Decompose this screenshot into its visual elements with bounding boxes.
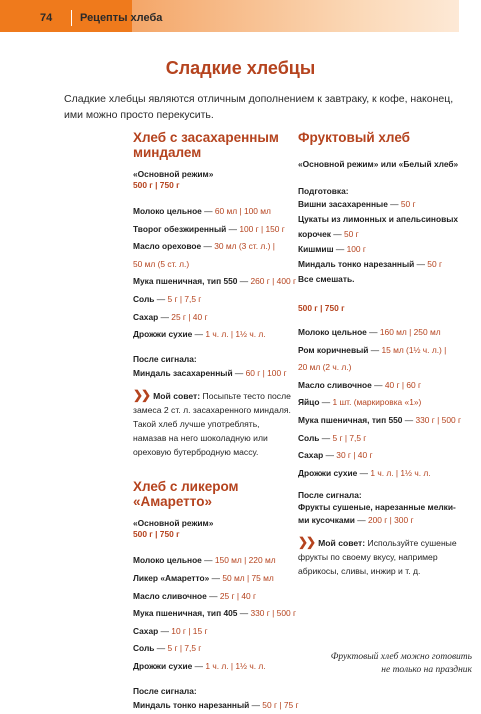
- ingredient-row: Яйцо — 1 шт. (маркировка «1»): [298, 394, 468, 412]
- left-column: [133, 130, 293, 714]
- right-column: [298, 130, 468, 578]
- section-title: Рецепты хлеба: [80, 12, 162, 24]
- ingredient-row: Соль — 5 г | 7,5 г: [133, 291, 293, 309]
- recipe-title: Хлеб с засахаренным миндалем: [133, 130, 293, 160]
- ingredient-row: Ликер «Амаретто» — 50 мл | 75 мл: [133, 570, 293, 588]
- ingredient-row: Масло ореховое — 30 мл (3 ст. л.) |: [133, 238, 293, 256]
- ingredient-row: Масло сливочное — 25 г | 40 г: [133, 588, 293, 606]
- recipe-fruit: [298, 130, 468, 578]
- tip-paragraph: ❯❯ Мой совет: Используйте сушеные фрукты по своему вкусу, например абрикосы, сливы, инжир и т. д.: [298, 535, 468, 578]
- prep-row: Миндаль тонко нарезанный — 50 г: [298, 257, 468, 272]
- photo-caption: Фруктовый хлеб можно готовить не только на праздник: [322, 651, 472, 677]
- ingredient-row: Масло сливочное — 40 г | 60 г: [298, 377, 468, 395]
- page-title: Сладкие хлебцы: [0, 58, 481, 79]
- recipe-title: Фруктовый хлеб: [298, 130, 468, 145]
- ingredient-row: Дрожжи сухие — 1 ч. л. | 1½ ч. л.: [133, 326, 293, 344]
- recipe-almond: [133, 130, 293, 459]
- after-signal-label: После сигнала:: [298, 490, 468, 501]
- ingredient-row: 50 мл (5 ст. л.): [133, 256, 293, 274]
- prep-row: Все смешать.: [298, 272, 468, 287]
- prep-row: корочек — 50 г: [298, 227, 468, 242]
- header-gradient-block: [132, 0, 459, 32]
- after-signal-label: После сигнала:: [133, 354, 293, 365]
- page-number: 74: [40, 12, 52, 24]
- page-header: [0, 0, 481, 32]
- prep-row: Вишни засахаренные — 50 г: [298, 197, 468, 212]
- ingredient-row: Молоко цельное — 160 мл | 250 мл: [298, 324, 468, 342]
- recipe-mode: «Основной режим»: [133, 169, 293, 180]
- intro-text: Сладкие хлебцы являются отличным дополнением к завтраку, к кофе, наконец, ими можно просто перекусить.: [64, 91, 464, 123]
- recipe-mode: «Основной режим» или «Белый хлеб»: [298, 159, 468, 170]
- prep-row: Кишмиш — 100 г: [298, 242, 468, 257]
- ingredient-row: Дрожжи сухие — 1 ч. л. | 1½ ч. л.: [133, 658, 293, 676]
- ingredient-row: 20 мл (2 ч. л.): [298, 359, 468, 377]
- ingredient-row: Молоко цельное — 60 мл | 100 мл: [133, 203, 293, 221]
- prep-label: Подготовка:: [298, 186, 468, 197]
- after-signal-ingredient: Миндаль засахаренный — 60 г | 100 г: [133, 365, 293, 383]
- recipe-title: Хлеб с ликером «Амаретто»: [133, 479, 293, 509]
- prep-list: [298, 197, 468, 287]
- tip-paragraph: ❯❯ Мой совет: Посыпьте тесто после замеса 2 ст. л. засахаренного миндаля. Такой хлеб лучше употреблять, намазав на него шоколадную или ореховую бутербродную массу.: [133, 388, 293, 459]
- after-signal-ingredient: Миндаль тонко нарезанный — 50 г | 75 г: [133, 697, 293, 714]
- ingredient-row: Мука пшеничная, тип 550 — 260 г | 400 г: [133, 273, 293, 291]
- ingredient-row: Сахар — 30 г | 40 г: [298, 447, 468, 465]
- ingredient-row: Мука пшеничная, тип 550 — 330 г | 500 г: [298, 412, 468, 430]
- ingredient-row: Молоко цельное — 150 мл | 220 мл: [133, 552, 293, 570]
- after-signal-ingredient: ми кусочками — 200 г | 300 г: [298, 514, 468, 527]
- header-divider: [71, 10, 72, 26]
- double-chevron-icon: ❯❯: [133, 388, 149, 402]
- ingredient-row: Дрожжи сухие — 1 ч. л. | 1½ ч. л.: [298, 465, 468, 483]
- ingredient-row: Сахар — 25 г | 40 г: [133, 309, 293, 327]
- ingredient-row: Соль — 5 г | 7,5 г: [133, 640, 293, 658]
- ingredient-row: Соль — 5 г | 7,5 г: [298, 430, 468, 448]
- double-chevron-icon: ❯❯: [298, 535, 314, 549]
- ingredient-list: [133, 203, 293, 344]
- recipe-yield: 500 г | 750 г: [298, 303, 468, 314]
- ingredient-row: Сахар — 10 г | 15 г: [133, 623, 293, 641]
- ingredient-list: [133, 552, 293, 675]
- ingredient-row: Ром коричневый — 15 мл (1½ ч. л.) |: [298, 342, 468, 360]
- ingredient-row: Мука пшеничная, тип 405 — 330 г | 500 г: [133, 605, 293, 623]
- recipe-mode: «Основной режим»: [133, 518, 293, 529]
- recipe-yield: 500 г | 750 г: [133, 180, 293, 191]
- recipe-yield: 500 г | 750 г: [133, 529, 293, 540]
- after-signal-label: После сигнала:: [133, 686, 293, 697]
- ingredient-list: [298, 324, 468, 482]
- prep-row: Цукаты из лимонных и апельсиновых: [298, 212, 468, 227]
- ingredient-row: Творог обезжиренный — 100 г | 150 г: [133, 221, 293, 239]
- after-signal-ingredient: Фрукты сушеные, нарезанные мелки-: [298, 501, 468, 514]
- recipe-amaretto: [133, 479, 293, 714]
